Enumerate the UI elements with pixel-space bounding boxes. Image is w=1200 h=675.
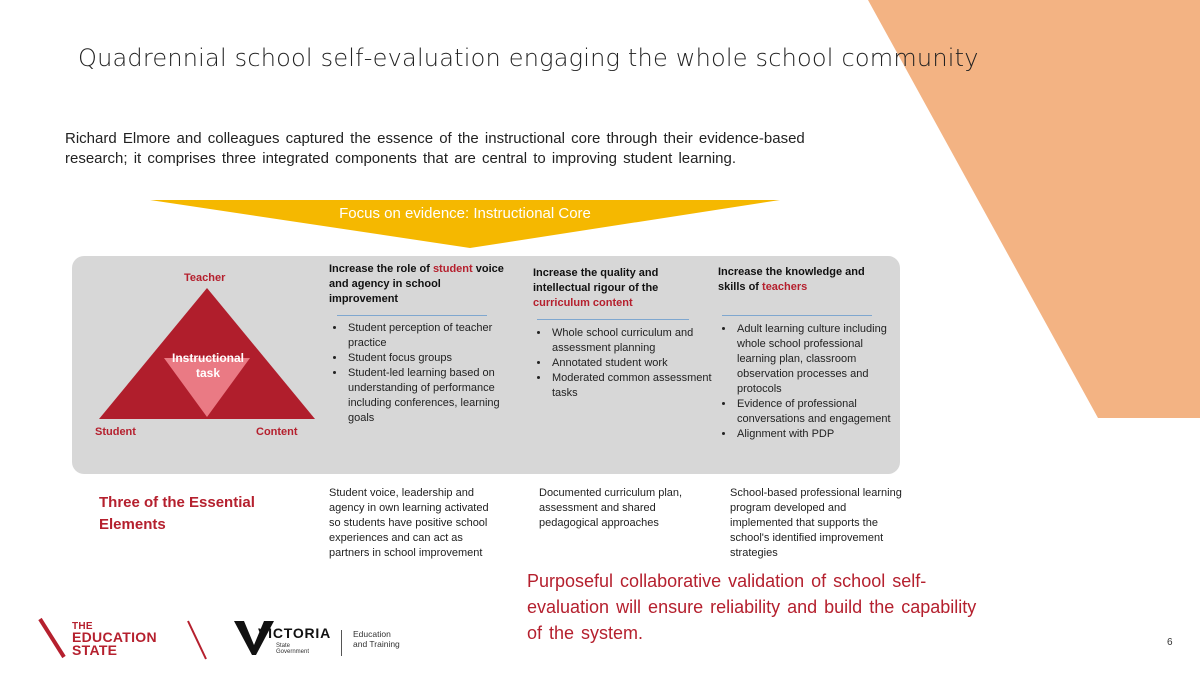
page-number: 6 [1167, 637, 1173, 648]
column-teachers [718, 265, 890, 295]
essential-line1: Three of the Essential [99, 494, 255, 511]
column-heading [329, 262, 504, 307]
focus-banner-label: Focus on evidence: Instructional Core [339, 205, 591, 222]
department-label [353, 629, 400, 649]
bullet-list-curriculum [532, 326, 720, 401]
bullet-list-teachers [717, 322, 905, 442]
heading-text: Increase the knowledge and skills of [718, 266, 865, 293]
triangle-center-label [163, 351, 253, 381]
list-item: • Alignment with PDP [735, 427, 905, 442]
column-heading [533, 266, 698, 311]
victoria-sub-line1: State [276, 643, 291, 649]
column-curriculum [533, 266, 698, 311]
list-item: • Student perception of teacher practice [346, 321, 518, 351]
list-item: • Student-led learning based on understanding of performance including conferences, learning goals [346, 366, 518, 426]
outcome-teachers: School-based professional learning program developed and implemented that supports the school's identified improvement strategies [730, 487, 902, 559]
heading-text-end: voice and agency in school improvement [329, 263, 504, 305]
essential-elements-label [99, 492, 299, 536]
dept-line1: Education [353, 629, 391, 639]
edu-logo-line2: EDUCATION [72, 629, 157, 645]
outcome-curriculum: Documented curriculum plan, assessment and shared pedagogical approaches [539, 487, 683, 529]
bullet-list-student [328, 321, 518, 426]
center-label-line1: Instructional [171, 351, 244, 365]
edu-logo-line3: STATE [72, 642, 118, 658]
list-item: • Evidence of professional conversations and engagement [735, 397, 905, 427]
intro-paragraph: Richard Elmore and colleagues captured the essence of the instructional core through their evidence-based research; it comprises three integrated components that are central to improving student learning. [65, 130, 805, 167]
center-label-line2: task [195, 366, 221, 380]
victoria-wordmark: VICTORIA [258, 625, 332, 641]
list-item: • Moderated common assessment tasks [550, 371, 720, 401]
heading-highlight: student [432, 263, 473, 275]
triangle-label-teacher: Teacher [184, 272, 226, 284]
heading-highlight: curriculum content [533, 297, 633, 309]
list-item: • Whole school curriculum and assessment planning [550, 326, 720, 356]
list-item: • Student focus groups [346, 351, 518, 366]
triangle-label-content: Content [256, 426, 298, 438]
essential-line2: Elements [99, 516, 166, 533]
heading-text: Increase the quality and intellectual rigour of the [533, 267, 659, 294]
victoria-sub-line2: Government [276, 649, 310, 655]
slide-title: Quadrennial school self-evaluation engaging the whole school community [78, 44, 979, 72]
heading-text: Increase the role of [329, 263, 433, 275]
education-state-logo [38, 615, 213, 661]
column-divider [722, 315, 872, 316]
purpose-statement: Purposeful collaborative validation of school self-evaluation will ensure reliability and build the capability of the system. [527, 571, 977, 643]
column-divider [537, 319, 689, 320]
triangle-label-student: Student [95, 426, 136, 438]
heading-highlight: teachers [762, 281, 808, 293]
dept-line2: and Training [353, 639, 400, 649]
logo-divider [341, 630, 342, 656]
list-item: • Adult learning culture including whole school professional learning plan, classroom observation processes and protocols [735, 322, 905, 397]
column-divider [337, 315, 487, 316]
edu-logo-line1: THE [72, 621, 93, 632]
outcome-student-voice: Student voice, leadership and agency in own learning activated so students have positive school experiences and can act as partners in school improvement [329, 487, 489, 559]
column-heading [718, 265, 890, 295]
list-item: • Annotated student work [550, 356, 720, 371]
column-student-voice [329, 262, 504, 307]
